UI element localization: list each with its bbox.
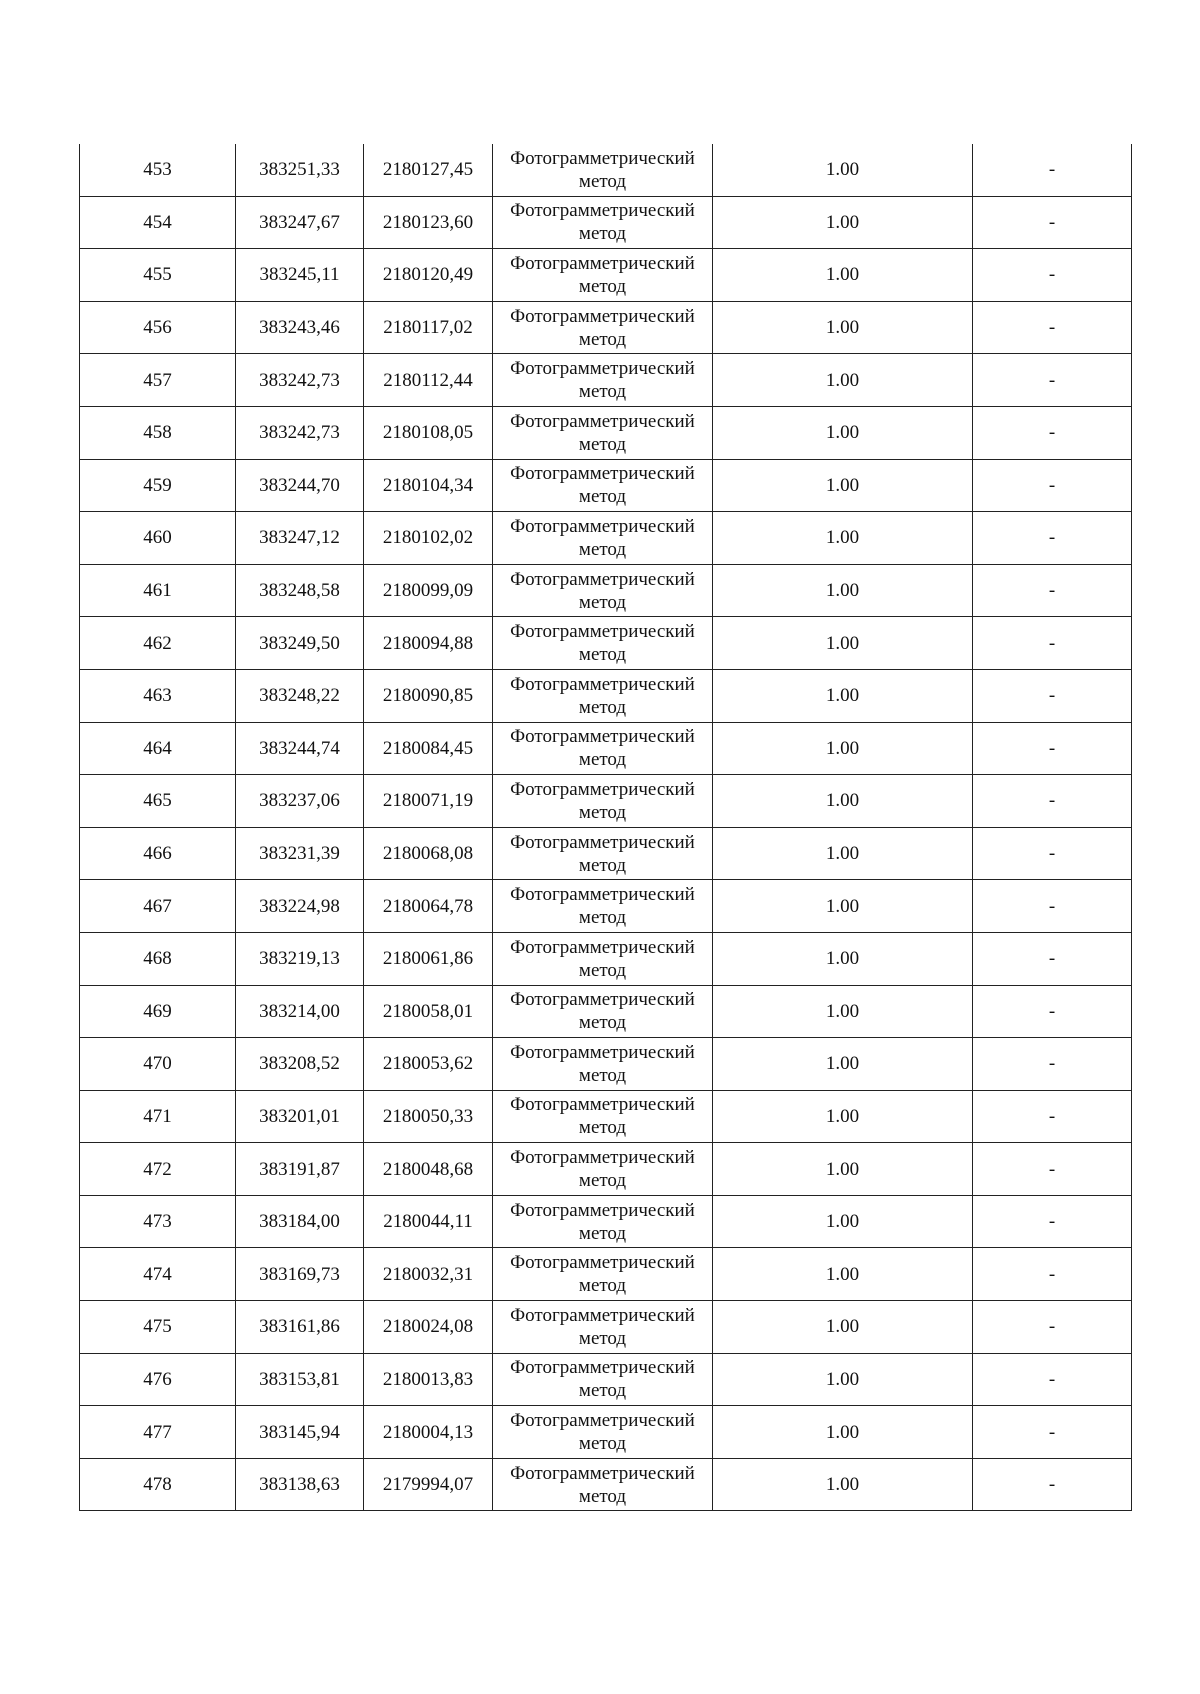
x-coordinate-cell: 383169,73 bbox=[236, 1248, 364, 1301]
description-cell: - bbox=[973, 196, 1132, 249]
method-line-1: Фотограмметрический bbox=[510, 568, 695, 590]
method-line-2: метод bbox=[578, 1012, 627, 1034]
point-number-cell: 464 bbox=[80, 722, 236, 775]
method-cell bbox=[493, 564, 713, 617]
point-number-cell: 458 bbox=[80, 406, 236, 459]
x-coordinate-cell: 383242,73 bbox=[236, 354, 364, 407]
point-number-cell: 459 bbox=[80, 459, 236, 512]
table-row bbox=[80, 1301, 1132, 1354]
y-coordinate-cell: 2180032,31 bbox=[364, 1248, 493, 1301]
accuracy-cell: 1.00 bbox=[713, 617, 973, 670]
x-coordinate-cell: 383138,63 bbox=[236, 1458, 364, 1511]
method-line-2: метод bbox=[578, 644, 627, 666]
description-cell: - bbox=[973, 1038, 1132, 1091]
method-line-1: Фотограмметрический bbox=[510, 252, 695, 274]
accuracy-cell: 1.00 bbox=[713, 827, 973, 880]
accuracy-cell: 1.00 bbox=[713, 1038, 973, 1091]
method-cell bbox=[493, 775, 713, 828]
method-line-1: Фотограмметрический bbox=[510, 1199, 695, 1221]
point-number-cell: 476 bbox=[80, 1353, 236, 1406]
description-cell: - bbox=[973, 1090, 1132, 1143]
x-coordinate-cell: 383153,81 bbox=[236, 1353, 364, 1406]
method-line-2: метод bbox=[578, 275, 627, 297]
method-cell bbox=[493, 1090, 713, 1143]
description-cell: - bbox=[973, 1406, 1132, 1459]
method-line-2: метод bbox=[578, 1380, 627, 1402]
method-line-1: Фотограмметрический bbox=[510, 831, 695, 853]
description-cell: - bbox=[973, 1248, 1132, 1301]
method-cell bbox=[493, 196, 713, 249]
table-row bbox=[80, 564, 1132, 617]
table-row bbox=[80, 196, 1132, 249]
accuracy-cell: 1.00 bbox=[713, 775, 973, 828]
x-coordinate-cell: 383247,12 bbox=[236, 512, 364, 565]
table-row bbox=[80, 775, 1132, 828]
table-row bbox=[80, 1353, 1132, 1406]
method-line-2: метод bbox=[578, 854, 627, 876]
description-cell: - bbox=[973, 775, 1132, 828]
method-line-2: метод bbox=[578, 1275, 627, 1297]
accuracy-cell: 1.00 bbox=[713, 1090, 973, 1143]
accuracy-cell: 1.00 bbox=[713, 1143, 973, 1196]
y-coordinate-cell: 2180068,08 bbox=[364, 827, 493, 880]
method-line-2: метод bbox=[578, 749, 627, 771]
point-number-cell: 466 bbox=[80, 827, 236, 880]
table-row bbox=[80, 1090, 1132, 1143]
x-coordinate-cell: 383242,73 bbox=[236, 406, 364, 459]
x-coordinate-cell: 383231,39 bbox=[236, 827, 364, 880]
point-number-cell: 475 bbox=[80, 1301, 236, 1354]
point-number-cell: 478 bbox=[80, 1458, 236, 1511]
table-row bbox=[80, 617, 1132, 670]
x-coordinate-cell: 383247,67 bbox=[236, 196, 364, 249]
table-row bbox=[80, 1195, 1132, 1248]
description-cell: - bbox=[973, 406, 1132, 459]
y-coordinate-cell: 2180084,45 bbox=[364, 722, 493, 775]
y-coordinate-cell: 2180013,83 bbox=[364, 1353, 493, 1406]
point-number-cell: 455 bbox=[80, 249, 236, 302]
method-line-2: метод bbox=[578, 1170, 627, 1192]
y-coordinate-cell: 2180090,85 bbox=[364, 669, 493, 722]
x-coordinate-cell: 383219,13 bbox=[236, 932, 364, 985]
x-coordinate-cell: 383191,87 bbox=[236, 1143, 364, 1196]
method-cell bbox=[493, 827, 713, 880]
description-cell: - bbox=[973, 564, 1132, 617]
table-row bbox=[80, 301, 1132, 354]
method-line-1: Фотограмметрический bbox=[510, 1041, 695, 1063]
method-cell bbox=[493, 354, 713, 407]
method-line-2: метод bbox=[578, 1485, 627, 1507]
y-coordinate-cell: 2180094,88 bbox=[364, 617, 493, 670]
point-number-cell: 470 bbox=[80, 1038, 236, 1091]
accuracy-cell: 1.00 bbox=[713, 406, 973, 459]
method-line-1: Фотограмметрический bbox=[510, 726, 695, 748]
method-cell bbox=[493, 669, 713, 722]
description-cell: - bbox=[973, 932, 1132, 985]
description-cell: - bbox=[973, 249, 1132, 302]
accuracy-cell: 1.00 bbox=[713, 459, 973, 512]
method-line-2: метод bbox=[578, 486, 627, 508]
table-row bbox=[80, 1038, 1132, 1091]
point-number-cell: 474 bbox=[80, 1248, 236, 1301]
method-line-2: метод bbox=[578, 1064, 627, 1086]
x-coordinate-cell: 383224,98 bbox=[236, 880, 364, 933]
method-cell bbox=[493, 880, 713, 933]
method-cell bbox=[493, 144, 713, 196]
table-row bbox=[80, 354, 1132, 407]
method-line-2: метод bbox=[578, 223, 627, 245]
accuracy-cell: 1.00 bbox=[713, 144, 973, 196]
method-cell bbox=[493, 1406, 713, 1459]
method-line-1: Фотограмметрический bbox=[510, 463, 695, 485]
method-line-1: Фотограмметрический bbox=[510, 1304, 695, 1326]
y-coordinate-cell: 2180064,78 bbox=[364, 880, 493, 933]
method-line-2: метод bbox=[578, 538, 627, 560]
table-row bbox=[80, 722, 1132, 775]
description-cell: - bbox=[973, 985, 1132, 1038]
x-coordinate-cell: 383249,50 bbox=[236, 617, 364, 670]
x-coordinate-cell: 383184,00 bbox=[236, 1195, 364, 1248]
y-coordinate-cell: 2180108,05 bbox=[364, 406, 493, 459]
point-number-cell: 477 bbox=[80, 1406, 236, 1459]
table-row bbox=[80, 459, 1132, 512]
table-row bbox=[80, 669, 1132, 722]
accuracy-cell: 1.00 bbox=[713, 249, 973, 302]
x-coordinate-cell: 383251,33 bbox=[236, 144, 364, 196]
accuracy-cell: 1.00 bbox=[713, 1353, 973, 1406]
method-line-2: метод bbox=[578, 696, 627, 718]
method-line-2: метод bbox=[578, 801, 627, 823]
table-row bbox=[80, 512, 1132, 565]
table-row bbox=[80, 249, 1132, 302]
accuracy-cell: 1.00 bbox=[713, 1195, 973, 1248]
method-cell bbox=[493, 1143, 713, 1196]
method-line-1: Фотограмметрический bbox=[510, 358, 695, 380]
method-cell bbox=[493, 932, 713, 985]
table-row bbox=[80, 985, 1132, 1038]
accuracy-cell: 1.00 bbox=[713, 1301, 973, 1354]
point-number-cell: 469 bbox=[80, 985, 236, 1038]
method-line-1: Фотограмметрический bbox=[510, 305, 695, 327]
method-line-2: метод bbox=[578, 591, 627, 613]
description-cell: - bbox=[973, 880, 1132, 933]
method-cell bbox=[493, 1038, 713, 1091]
coordinates-table bbox=[79, 144, 1132, 1511]
method-line-1: Фотограмметрический bbox=[510, 989, 695, 1011]
method-cell bbox=[493, 1353, 713, 1406]
method-line-2: метод bbox=[578, 1117, 627, 1139]
table-row bbox=[80, 932, 1132, 985]
description-cell: - bbox=[973, 1458, 1132, 1511]
y-coordinate-cell: 2180102,02 bbox=[364, 512, 493, 565]
accuracy-cell: 1.00 bbox=[713, 1458, 973, 1511]
method-line-2: метод bbox=[578, 907, 627, 929]
x-coordinate-cell: 383243,46 bbox=[236, 301, 364, 354]
description-cell: - bbox=[973, 669, 1132, 722]
description-cell: - bbox=[973, 512, 1132, 565]
method-line-2: метод bbox=[578, 1433, 627, 1455]
description-cell: - bbox=[973, 354, 1132, 407]
x-coordinate-cell: 383214,00 bbox=[236, 985, 364, 1038]
y-coordinate-cell: 2180050,33 bbox=[364, 1090, 493, 1143]
method-line-2: метод bbox=[578, 1327, 627, 1349]
y-coordinate-cell: 2180053,62 bbox=[364, 1038, 493, 1091]
y-coordinate-cell: 2180120,49 bbox=[364, 249, 493, 302]
x-coordinate-cell: 383208,52 bbox=[236, 1038, 364, 1091]
x-coordinate-cell: 383248,58 bbox=[236, 564, 364, 617]
y-coordinate-cell: 2180123,60 bbox=[364, 196, 493, 249]
y-coordinate-cell: 2180099,09 bbox=[364, 564, 493, 617]
method-line-2: метод bbox=[578, 433, 627, 455]
point-number-cell: 462 bbox=[80, 617, 236, 670]
method-line-1: Фотограмметрический bbox=[510, 778, 695, 800]
point-number-cell: 471 bbox=[80, 1090, 236, 1143]
table-row bbox=[80, 880, 1132, 933]
x-coordinate-cell: 383244,70 bbox=[236, 459, 364, 512]
description-cell: - bbox=[973, 301, 1132, 354]
table-row bbox=[80, 406, 1132, 459]
method-cell bbox=[493, 459, 713, 512]
accuracy-cell: 1.00 bbox=[713, 512, 973, 565]
method-line-1: Фотограмметрический bbox=[510, 1094, 695, 1116]
x-coordinate-cell: 383244,74 bbox=[236, 722, 364, 775]
accuracy-cell: 1.00 bbox=[713, 985, 973, 1038]
point-number-cell: 472 bbox=[80, 1143, 236, 1196]
point-number-cell: 457 bbox=[80, 354, 236, 407]
point-number-cell: 461 bbox=[80, 564, 236, 617]
y-coordinate-cell: 2180004,13 bbox=[364, 1406, 493, 1459]
method-cell bbox=[493, 249, 713, 302]
x-coordinate-cell: 383161,86 bbox=[236, 1301, 364, 1354]
y-coordinate-cell: 2179994,07 bbox=[364, 1458, 493, 1511]
description-cell: - bbox=[973, 459, 1132, 512]
point-number-cell: 473 bbox=[80, 1195, 236, 1248]
method-line-2: метод bbox=[578, 328, 627, 350]
table-row bbox=[80, 144, 1132, 196]
y-coordinate-cell: 2180127,45 bbox=[364, 144, 493, 196]
description-cell: - bbox=[973, 144, 1132, 196]
y-coordinate-cell: 2180048,68 bbox=[364, 1143, 493, 1196]
method-cell bbox=[493, 406, 713, 459]
method-cell bbox=[493, 1248, 713, 1301]
y-coordinate-cell: 2180112,44 bbox=[364, 354, 493, 407]
method-line-1: Фотограмметрический bbox=[510, 515, 695, 537]
method-cell bbox=[493, 1301, 713, 1354]
method-line-1: Фотограмметрический bbox=[510, 1357, 695, 1379]
point-number-cell: 453 bbox=[80, 144, 236, 196]
table-row bbox=[80, 1143, 1132, 1196]
method-line-1: Фотограмметрический bbox=[510, 200, 695, 222]
point-number-cell: 456 bbox=[80, 301, 236, 354]
method-cell bbox=[493, 301, 713, 354]
x-coordinate-cell: 383237,06 bbox=[236, 775, 364, 828]
y-coordinate-cell: 2180044,11 bbox=[364, 1195, 493, 1248]
method-line-1: Фотограмметрический bbox=[510, 1462, 695, 1484]
method-cell bbox=[493, 985, 713, 1038]
method-line-1: Фотограмметрический bbox=[510, 884, 695, 906]
point-number-cell: 463 bbox=[80, 669, 236, 722]
accuracy-cell: 1.00 bbox=[713, 196, 973, 249]
y-coordinate-cell: 2180024,08 bbox=[364, 1301, 493, 1354]
description-cell: - bbox=[973, 1301, 1132, 1354]
x-coordinate-cell: 383245,11 bbox=[236, 249, 364, 302]
accuracy-cell: 1.00 bbox=[713, 932, 973, 985]
method-cell bbox=[493, 512, 713, 565]
y-coordinate-cell: 2180061,86 bbox=[364, 932, 493, 985]
method-line-1: Фотограмметрический bbox=[510, 1252, 695, 1274]
y-coordinate-cell: 2180104,34 bbox=[364, 459, 493, 512]
method-line-1: Фотограмметрический bbox=[510, 936, 695, 958]
accuracy-cell: 1.00 bbox=[713, 301, 973, 354]
method-line-1: Фотограмметрический bbox=[510, 1410, 695, 1432]
point-number-cell: 454 bbox=[80, 196, 236, 249]
method-line-1: Фотограмметрический bbox=[510, 673, 695, 695]
method-line-2: метод bbox=[578, 959, 627, 981]
accuracy-cell: 1.00 bbox=[713, 564, 973, 617]
method-line-1: Фотограмметрический bbox=[510, 621, 695, 643]
accuracy-cell: 1.00 bbox=[713, 1406, 973, 1459]
x-coordinate-cell: 383248,22 bbox=[236, 669, 364, 722]
method-line-1: Фотограмметрический bbox=[510, 1147, 695, 1169]
table-row bbox=[80, 1406, 1132, 1459]
description-cell: - bbox=[973, 827, 1132, 880]
accuracy-cell: 1.00 bbox=[713, 1248, 973, 1301]
point-number-cell: 468 bbox=[80, 932, 236, 985]
description-cell: - bbox=[973, 617, 1132, 670]
table-row bbox=[80, 1458, 1132, 1511]
point-number-cell: 465 bbox=[80, 775, 236, 828]
accuracy-cell: 1.00 bbox=[713, 880, 973, 933]
point-number-cell: 467 bbox=[80, 880, 236, 933]
accuracy-cell: 1.00 bbox=[713, 354, 973, 407]
method-line-1: Фотограмметрический bbox=[510, 410, 695, 432]
accuracy-cell: 1.00 bbox=[713, 722, 973, 775]
method-cell bbox=[493, 617, 713, 670]
y-coordinate-cell: 2180058,01 bbox=[364, 985, 493, 1038]
accuracy-cell: 1.00 bbox=[713, 669, 973, 722]
description-cell: - bbox=[973, 1353, 1132, 1406]
method-cell bbox=[493, 722, 713, 775]
description-cell: - bbox=[973, 722, 1132, 775]
description-cell: - bbox=[973, 1195, 1132, 1248]
method-line-1: Фотограмметрический bbox=[510, 147, 695, 169]
y-coordinate-cell: 2180071,19 bbox=[364, 775, 493, 828]
y-coordinate-cell: 2180117,02 bbox=[364, 301, 493, 354]
method-line-2: метод bbox=[578, 1222, 627, 1244]
method-cell bbox=[493, 1458, 713, 1511]
method-line-2: метод bbox=[578, 381, 627, 403]
description-cell: - bbox=[973, 1143, 1132, 1196]
method-cell bbox=[493, 1195, 713, 1248]
table-body bbox=[80, 144, 1132, 1511]
method-line-2: метод bbox=[578, 170, 627, 192]
table-row bbox=[80, 1248, 1132, 1301]
table-row bbox=[80, 827, 1132, 880]
point-number-cell: 460 bbox=[80, 512, 236, 565]
x-coordinate-cell: 383201,01 bbox=[236, 1090, 364, 1143]
x-coordinate-cell: 383145,94 bbox=[236, 1406, 364, 1459]
